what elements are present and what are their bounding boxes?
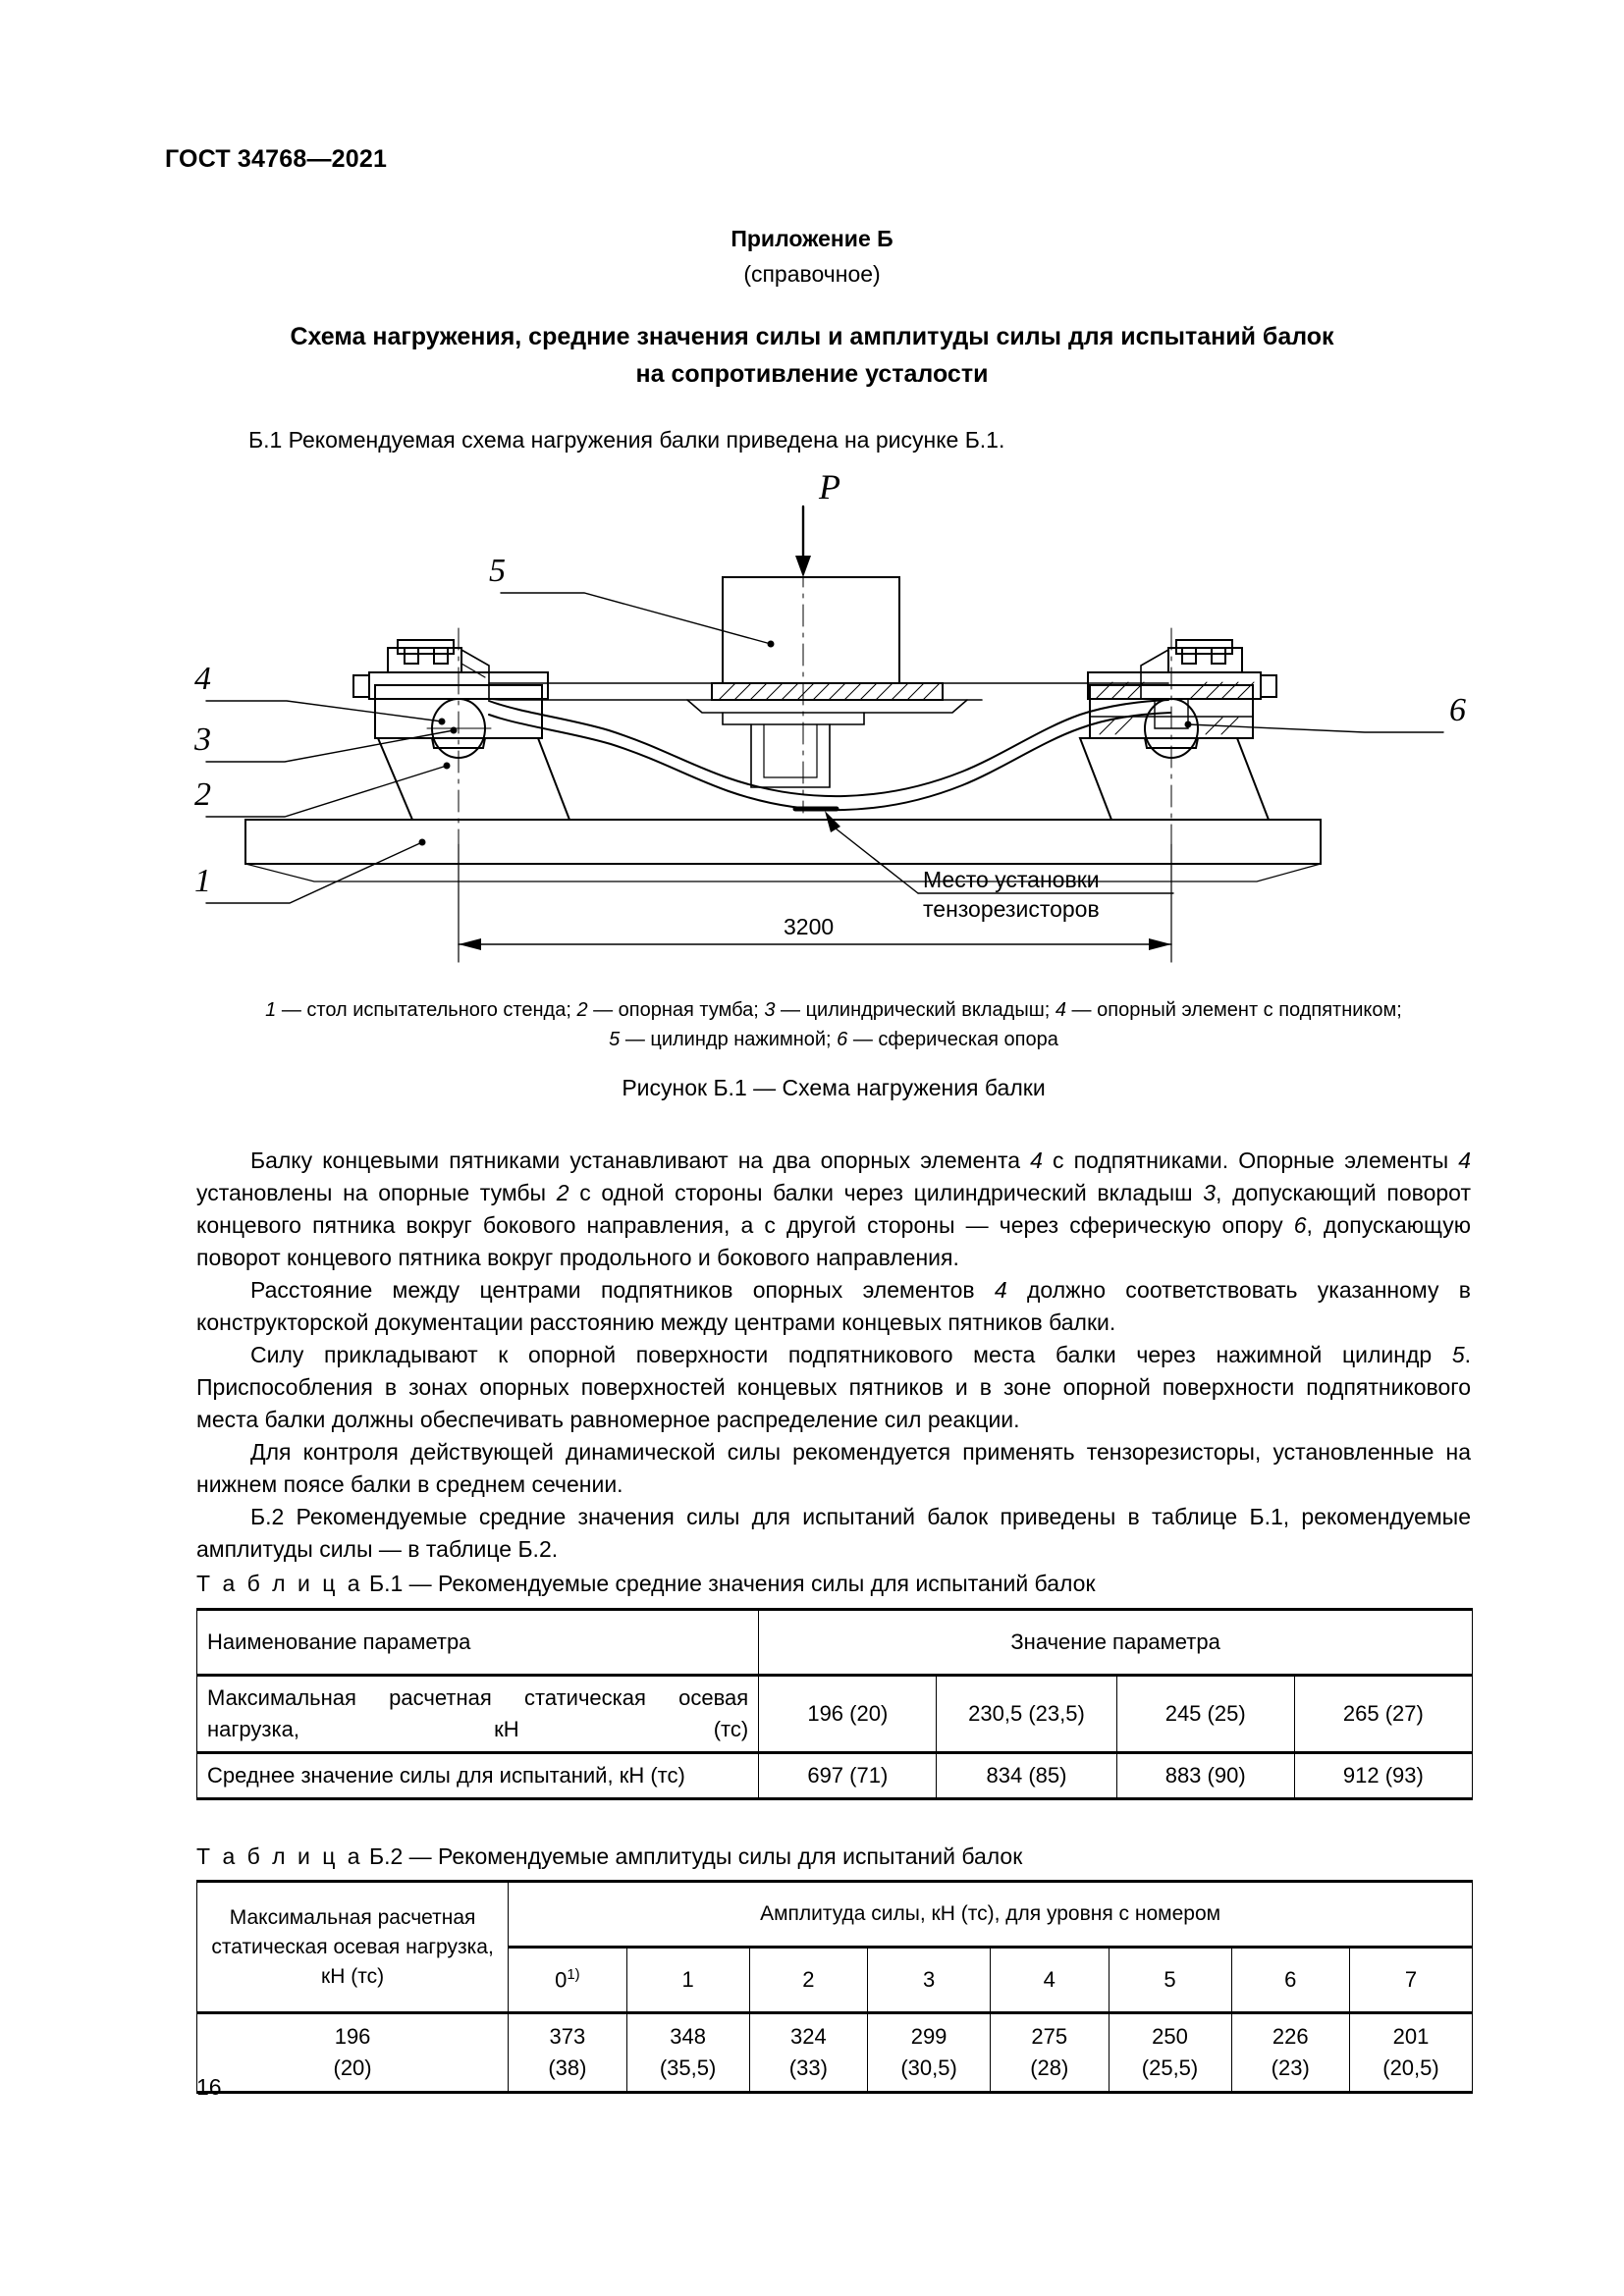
appendix-main-heading-line2: на сопротивление усталости (635, 360, 989, 388)
body-paragraph-1: Балку концевыми пятниками устанавливают на два опорных элемента 4 с подпятниками. Опорные элементы 4 установлены на опорные тумбы 2 с одной стороны балки через цилиндрический вкладыш 3, допускающий поворот концевого пятника вокруг бокового направления, а с другой стороны — через сферическую опору 6, допускающую поворот концевого пятника вокруг продольного и бокового направления. (196, 1148, 1471, 1270)
table-b1 (196, 1608, 1473, 1800)
figure-callout-1: 1 (194, 863, 211, 899)
table-b1-row1-name: Максимальная расчетная статическая осевая нагрузка, кН (тс) (197, 1676, 759, 1753)
figure-callout-2: 2 (194, 776, 211, 813)
figure-callout-3: 3 (194, 721, 211, 758)
table-b2-level-header-4: 4 (991, 1948, 1109, 2013)
table-b2-col-header-span: Амплитуда силы, кН (тс), для уровня с номером (509, 1882, 1473, 1948)
beam-lower-flange-top (489, 700, 1168, 796)
body-paragraph-4: Для контроля действующей динамической силы рекомендуется применять тензорезисторы, установленные на нижнем поясе балки в среднем сечении. (196, 1439, 1471, 1497)
table-b2-row1-cell-7: 201 (20,5) (1349, 2013, 1472, 2093)
figure-legend (196, 995, 1471, 1054)
table-b2-level-header-2: 2 (749, 1948, 867, 2013)
table-row-header (197, 1882, 1473, 1948)
table-b2-level-header-5: 5 (1109, 1948, 1231, 2013)
clause-b1-paragraph: Б.1 Рекомендуемая схема нагружения балки приведена на рисунке Б.1. (248, 427, 1005, 453)
table-b1-heading-label: Т а б л и ц а (196, 1571, 363, 1596)
table-b2-row1-load (197, 2013, 509, 2093)
table-b1-row2-value-1: 697 (71) (759, 1753, 937, 1799)
figure-annotation-line1: Место установки (923, 867, 1100, 892)
figure-force-label: P (819, 471, 840, 507)
table-b2-row1-cell-4: 275 (28) (991, 2013, 1109, 2093)
table-b2-heading (196, 1843, 1022, 1870)
level-0-footnote-marker: 1) (567, 1966, 580, 1984)
table-row (197, 1676, 1473, 1753)
table-b2-level-header-7: 7 (1349, 1948, 1472, 2013)
table-b2 (196, 1880, 1473, 2094)
table-b2-col-header-left: Максимальная расчетная статическая осевая нагрузка, кН (тс) (197, 1882, 509, 2013)
table-b2-level-header-1: 1 (626, 1948, 749, 2013)
table-b2-row1-cell-6: 226 (23) (1231, 2013, 1349, 2093)
center-hatch (719, 683, 940, 700)
table-b2-row1-cell-0: 373 (38) (509, 2013, 626, 2093)
right-support-pedestal (1080, 738, 1269, 820)
figure-caption: Рисунок Б.1 — Схема нагружения балки (622, 1075, 1046, 1100)
figure-callout-4: 4 (194, 661, 211, 697)
table-b1-row1-value-2: 230,5 (23,5) (937, 1676, 1116, 1753)
table-b1-col-header-name: Наименование параметра (197, 1610, 759, 1676)
table-b2-level-header-3: 3 (868, 1948, 991, 2013)
appendix-title-block (0, 221, 1624, 292)
table-b2-row1-cell-2: 324 (33) (749, 2013, 867, 2093)
table-b1-heading-rest: Б.1 — Рекомендуемые средние значения силы для испытаний балок (368, 1571, 1096, 1596)
table-row-header (197, 1610, 1473, 1676)
table-b2-level-header-0 (509, 1948, 626, 2013)
table-b2-heading-rest: Б.2 — Рекомендуемые амплитуды силы для испытаний балок (368, 1843, 1023, 1869)
figure-b1-loading-scheme (177, 471, 1473, 982)
page-number: 16 (196, 2074, 222, 2100)
table-b2-row1-cell-5: 250 (25,5) (1109, 2013, 1231, 2093)
table-row (197, 1753, 1473, 1799)
appendix-subtitle: (справочное) (743, 261, 881, 287)
figure-annotation-line2: тензорезисторов (923, 896, 1100, 922)
appendix-main-heading (223, 318, 1401, 393)
test-bench-table (245, 820, 1321, 864)
figure-callout-5: 5 (489, 553, 506, 589)
body-paragraph-3: Силу прикладывают к опорной поверхности подпятникового места балки через нажимной цилиндр 5. Приспособления в зонах опорных поверхностей концевых пятников и в зоне опорной поверхности подпятникового места балки должны обеспечивать равномерное распределение сил реакции. (196, 1342, 1471, 1432)
table-b1-row1-value-4: 265 (27) (1294, 1676, 1472, 1753)
table-b1-row1-value-3: 245 (25) (1116, 1676, 1294, 1753)
body-paragraph-2: Расстояние между центрами подпятников опорных элементов 4 должно соответствовать указанному в конструкторской документации расстоянию между центрами концевых пятников балки. (196, 1277, 1471, 1335)
table-b1-row2-value-2: 834 (85) (937, 1753, 1116, 1799)
table-b1-row1-value-1: 196 (20) (759, 1676, 937, 1753)
figure-callout-6: 6 (1449, 692, 1466, 728)
figure-dimension-label: 3200 (784, 914, 835, 939)
appendix-main-heading-line1: Схема нагружения, средние значения силы и амплитуды силы для испытаний балок (290, 323, 1334, 350)
table-b2-row1-load-ts: (20) (333, 2056, 372, 2080)
table-b1-row2-value-3: 883 (90) (1116, 1753, 1294, 1799)
running-head-standard-number: ГОСТ 34768—2021 (165, 145, 388, 173)
table-b2-heading-label: Т а б л и ц а (196, 1843, 363, 1869)
table-row (197, 2013, 1473, 2093)
table-b2-row1-cell-3: 299 (30,5) (868, 2013, 991, 2093)
table-b2-level-header-6: 6 (1231, 1948, 1349, 2013)
loading-cylinder (723, 577, 899, 683)
table-b2-row1-load-kn: 196 (334, 2024, 371, 2049)
table-b1-row2-name: Среднее значение силы для испытаний, кН (тс) (197, 1753, 759, 1799)
body-paragraph-5: Б.2 Рекомендуемые средние значения силы для испытаний балок приведены в таблице Б.1, рекомендуемые амплитуды силы — в таблице Б.2. (196, 1504, 1471, 1562)
table-b2-row1-cell-1: 348 (35,5) (626, 2013, 749, 2093)
table-b1-heading (196, 1571, 1096, 1597)
figure-legend-line1: 1 — стол испытательного стенда; 2 — опорная тумба; 3 — цилиндрический вкладыш; 4 — опорный элемент с подпятником; (265, 999, 1402, 1021)
body-text-block (196, 1145, 1471, 1566)
figure-legend-line2: 5 — цилиндр нажимной; 6 — сферическая опора (609, 1029, 1058, 1050)
table-b1-row2-value-4: 912 (93) (1294, 1753, 1472, 1799)
table-b1-col-header-value: Значение параметра (759, 1610, 1473, 1676)
appendix-title: Приложение Б (731, 226, 893, 251)
level-0-label: 0 (555, 1967, 568, 1993)
